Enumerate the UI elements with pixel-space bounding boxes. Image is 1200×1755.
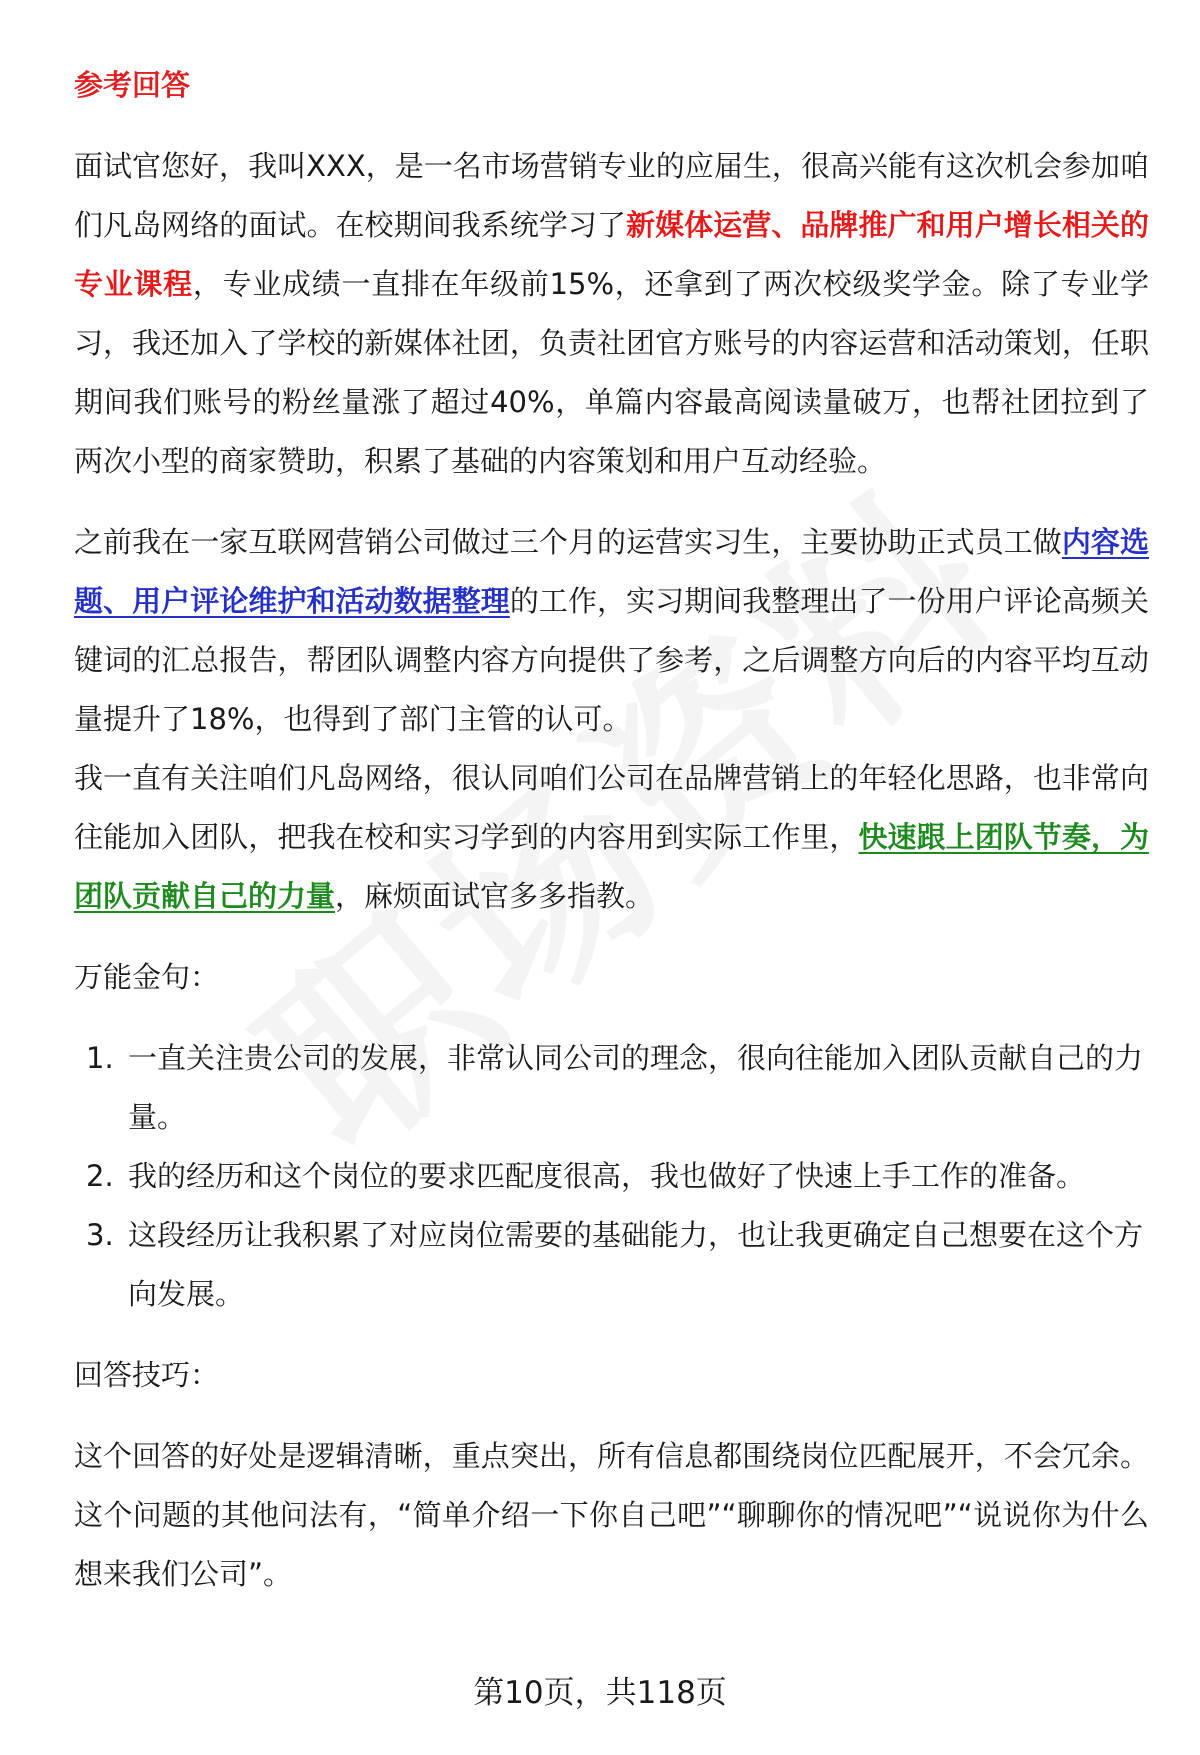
paragraph-text: 我一直有关注咱们凡岛网络，很认同咱们公司在品牌营销上的年轻化思路，也非常向往能加入团队，把我在校和实习学到的内容用到实际工作里， xyxy=(74,761,1149,854)
answer-paragraph-1 xyxy=(74,137,1149,491)
list-item xyxy=(74,1206,1149,1324)
tips-label: 回答技巧： xyxy=(74,1358,220,1392)
paragraph-text: 的工作，实习期间我整理出了一份用户评论高频关键词的汇总报告，帮团队调整内容方向提供了参考，之后调整方向后的内容平均互动量提升了18%，也得到了部门主管的认可。 xyxy=(74,584,1149,736)
highlight-internship-tasks: 内容选题、用户评论维护和活动数据整理 xyxy=(74,525,1149,618)
list-item xyxy=(74,1147,1149,1206)
list-item-text: 一直关注贵公司的发展，非常认同公司的理念，很向往能加入团队贡献自己的力量。 xyxy=(128,1041,1144,1134)
page-content xyxy=(74,56,1149,1604)
highlight-courses: 新媒体运营、品牌推广和用户增长相关的专业课程 xyxy=(74,208,1149,301)
list-number: 1. xyxy=(86,1041,114,1075)
list-item xyxy=(74,1029,1149,1147)
page-number: 第10页，共118页 xyxy=(473,1675,727,1711)
list-number: 2. xyxy=(86,1159,114,1193)
paragraph-text: ，麻烦面试官多多指教。 xyxy=(335,879,655,913)
paragraph-text: 之前我在一家互联网营销公司做过三个月的运营实习生，主要协助正式员工做 xyxy=(74,525,1062,559)
list-number: 3. xyxy=(86,1218,114,1252)
answer-paragraph-3 xyxy=(74,749,1149,926)
section-title: 参考回答 xyxy=(74,68,191,102)
paragraph-text: ，专业成绩一直排在年级前15%，还拿到了两次校级奖学金。除了专业学习，我还加入了学校的新媒体社团，负责社团官方账号的内容运营和活动策划，任职期间我们账号的粉丝量涨了超过40%，单篇内容最高阅读量破万，也帮社团拉到了两次小型的商家赞助，积累了基础的内容策划和用户互动经验。 xyxy=(74,267,1149,478)
tips-paragraph: 这个回答的好处是逻辑清晰，重点突出，所有信息都围绕岗位匹配展开，不会冗余。这个问题的其他问法有，“简单介绍一下你自己吧”“聊聊你的情况吧”“说说你为什么想来我们公司”。 xyxy=(74,1439,1149,1591)
list-item-text: 我的经历和这个岗位的要求匹配度很高，我也做好了快速上手工作的准备。 xyxy=(128,1159,1086,1193)
answer-paragraph-2 xyxy=(74,513,1149,749)
list-item-text: 这段经历让我积累了对应岗位需要的基础能力，也让我更确定自己想要在这个方向发展。 xyxy=(128,1218,1144,1311)
highlight-contribution: 快速跟上团队节奏，为团队贡献自己的力量 xyxy=(74,820,1149,913)
paragraph-text: 面试官您好，我叫XXX，是一名市场营销专业的应届生，很高兴能有这次机会参加咱们凡岛网络的面试。在校期间我系统学习了 xyxy=(74,149,1149,242)
golden-sentences-list xyxy=(74,1029,1149,1324)
golden-sentences-label: 万能金句： xyxy=(74,960,220,994)
